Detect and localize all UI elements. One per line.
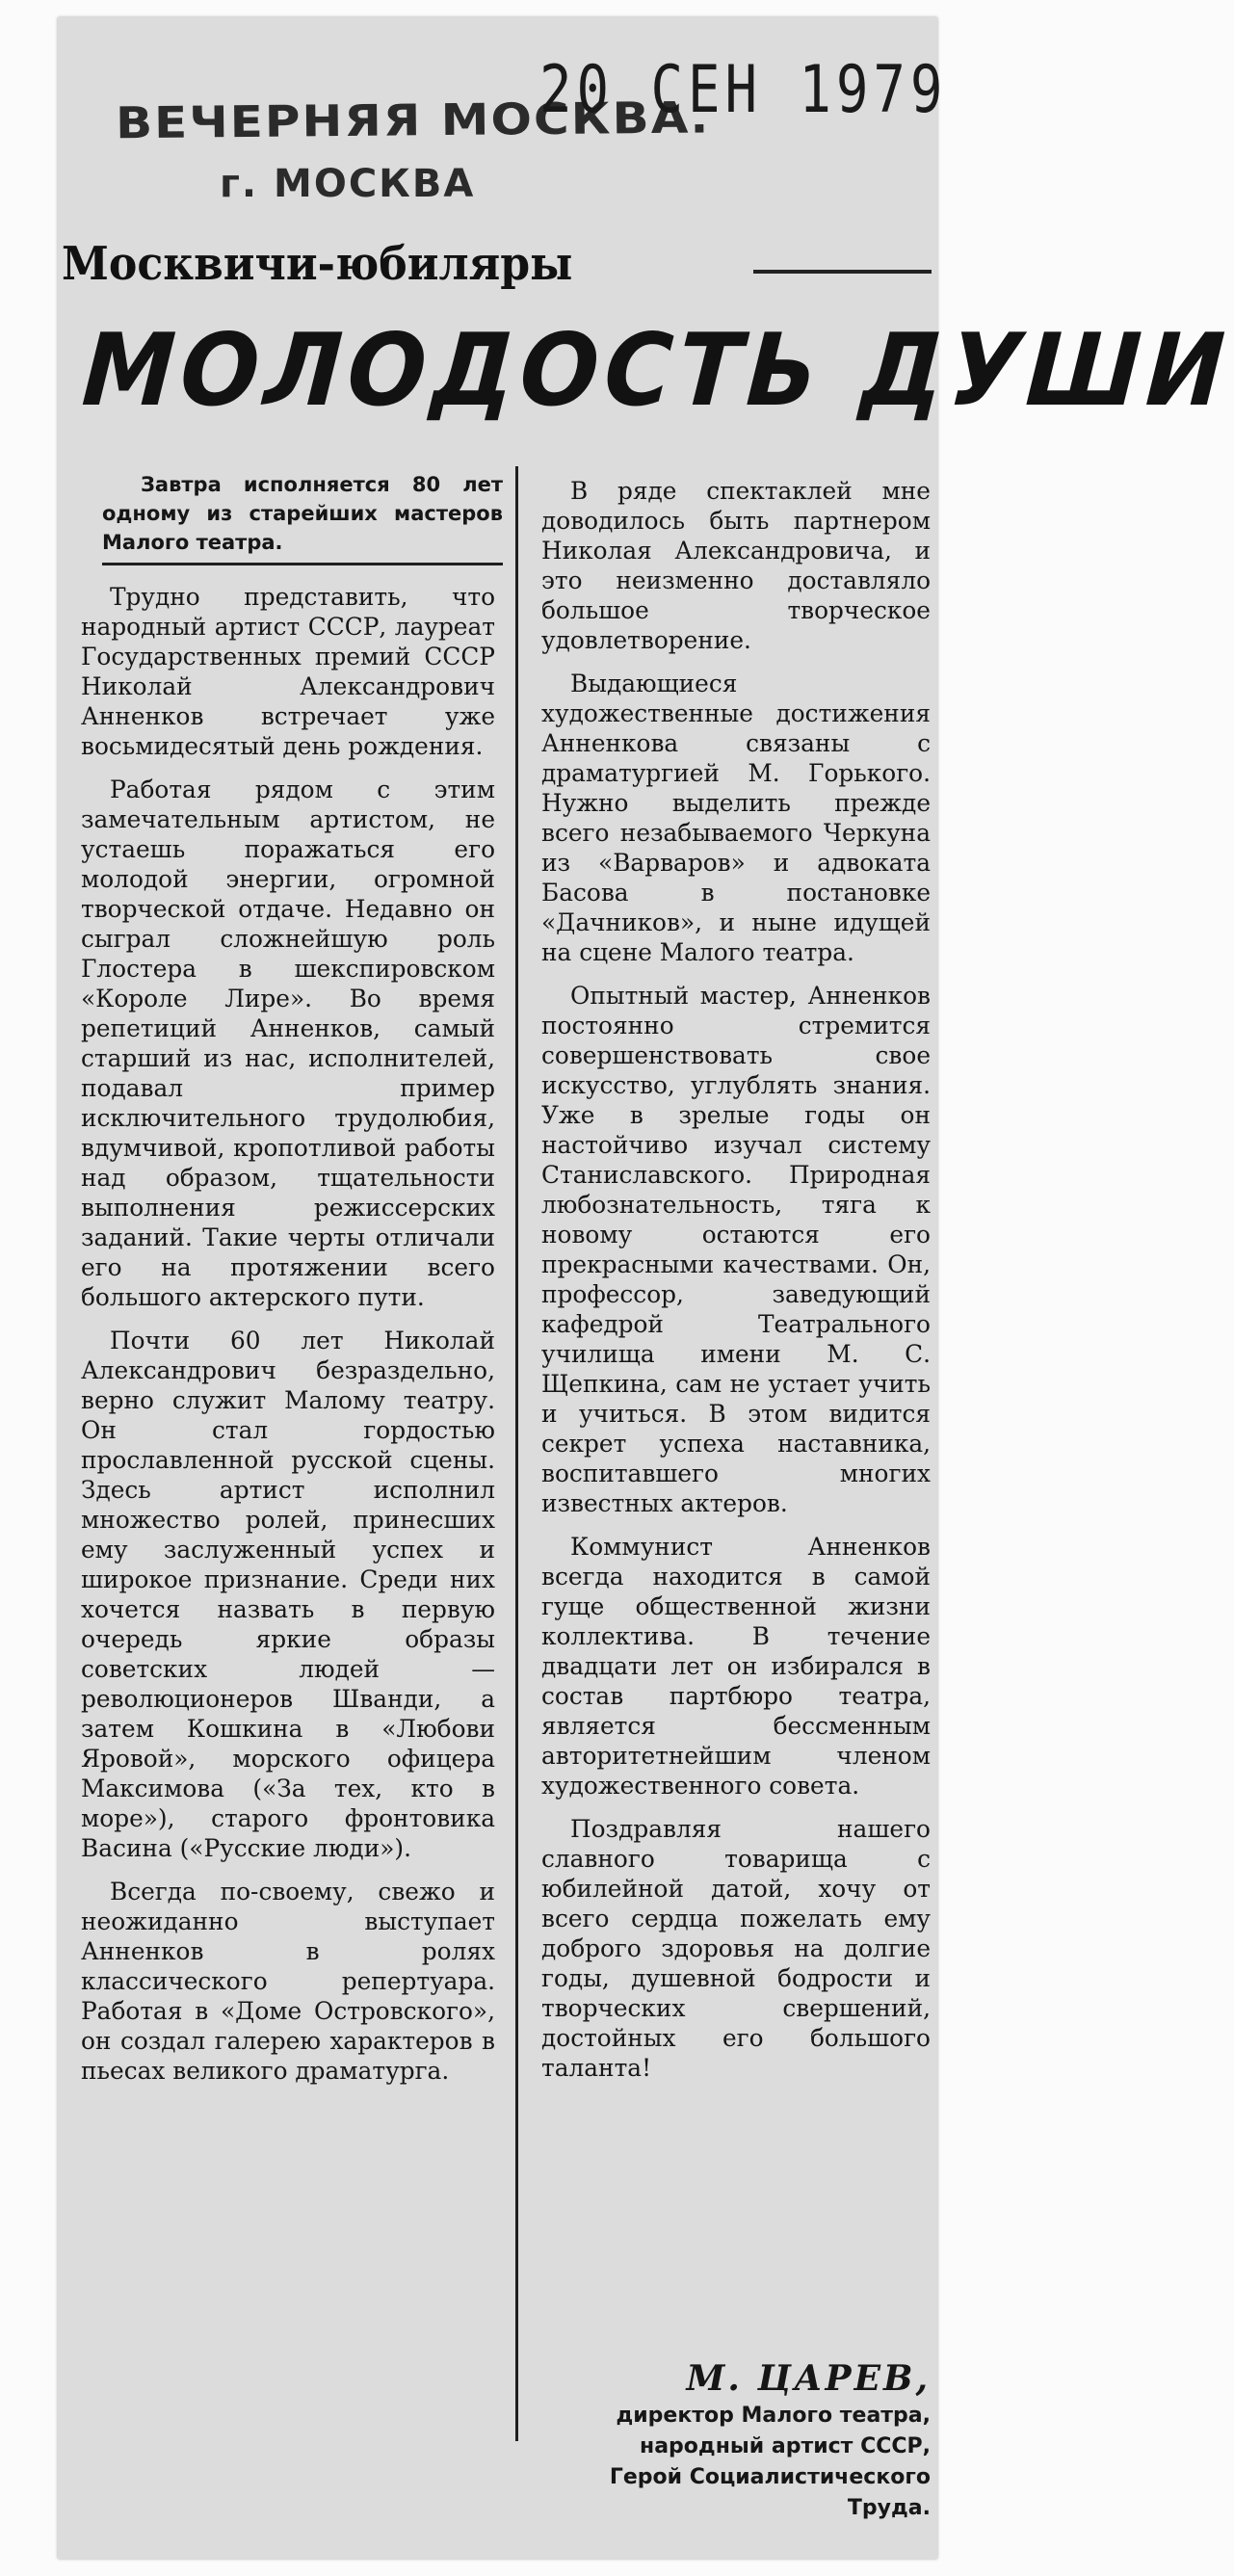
- author-name: М. ЦАРЕВ,: [686, 2358, 931, 2399]
- author-title: директор Малого театра,: [616, 2404, 931, 2428]
- author-title: Герой Социалистического Труда.: [609, 2465, 931, 2520]
- paragraph: Коммунист Анненков всегда находится в самой гуще общественной жизни коллектива. В течение двадцати лет он избирался в состав партбюро театра, является бессменным авторитетнейшим членом художественного совета.: [541, 1533, 931, 1800]
- author-signature: [541, 2358, 931, 2524]
- left-column: [81, 582, 495, 2099]
- paragraph: Всегда по-своему, свежо и неожиданно выступает Анненков в ролях классического репертуара. Работая в «Доме Островского», он создал галерею характеров в пьесах великого драматурга.: [81, 1878, 495, 2085]
- newspaper-clipping: [58, 17, 1234, 2559]
- column-divider: [515, 466, 518, 2441]
- paragraph: Опытный мастер, Анненков постоянно стремится совершенствовать свое искусство, углублять знания. Уже в зрелые годы он настойчиво изучал систему Станиславского. Природная любознательность, тяга к новому остаются его прекрасными качествами. Он, профессор, заведующий кафедрой Театрального училища имени М. С. Щепкина, сам не устает учить и учиться. В этом видится секрет успеха наставника, воспитавшего многих известных актеров.: [541, 982, 931, 1517]
- paragraph: Поздравляя нашего славного товарища с юбилейной датой, хочу от всего сердца пожелать ему доброго здоровья на долгие годы, душевной бодрости и творческих свершений, достойных его большого таланта!: [541, 1815, 931, 2082]
- paragraph: Почти 60 лет Николай Александрович безраздельно, верно служит Малому театру. Он стал гордостью прославленной русской сцены. Здесь артист исполнил множество ролей, принесших ему заслуженный успех и широкое признание. Среди них хочется назвать в первую очередь яркие образы советских людей — революционеров Шванди, а затем Кошкина в «Любови Яровой», морского офицера Максимова («За тех, кто в море»), старого фронтовика Васина («Русские люди»).: [81, 1327, 495, 1862]
- rubric-heading: Москвичи-юбиляры: [62, 237, 573, 291]
- publication-stamp: ВЕЧЕРНЯЯ МОСКВА.: [115, 92, 711, 149]
- article-headline: МОЛОДОСТЬ ДУШИ: [79, 312, 1234, 429]
- right-column: [541, 476, 931, 2096]
- paragraph: В ряде спектаклей мне доводилось быть партнером Николая Александровича, и это неизменно доставляло большое творческое удовлетворение.: [541, 477, 931, 654]
- article-lead: Завтра исполняется 80 лет одному из старейших мастеров Малого театра.: [102, 470, 503, 565]
- date-stamp: 20 СЕН 1979: [539, 52, 948, 128]
- paragraph: Выдающиеся художественные достижения Анненкова связаны с драматургией М. Горького. Нужно выделить прежде всего незабываемого Черкуна из «Варваров» и адвоката Басова в постановке «Дачников», и ныне идущей на сцене Малого театра.: [541, 670, 931, 966]
- rubric-rule: [753, 270, 932, 274]
- author-title: народный артист СССР,: [640, 2434, 931, 2458]
- paragraph: Трудно представить, что народный артист СССР, лауреат Государственных премий СССР Николай Александрович Анненков встречает уже восьмидесятый день рождения.: [81, 583, 495, 760]
- city-stamp: г. МОСКВА: [220, 162, 476, 206]
- paragraph: Работая рядом с этим замечательным артистом, не устаешь поражаться его молодой энергии, огромной творческой отдаче. Недавно он сыграл сложнейшую роль Глостера в шекспировском «Короле Лире». Во время репетиций Анненков, самый старший из нас, исполнителей, подавал пример исключительного трудолюбия, вдумчивой, кропотливой работы над образом, тщательности выполнения режиссерских заданий. Такие черты отличали его на протяжении всего большого актерского пути.: [81, 775, 495, 1311]
